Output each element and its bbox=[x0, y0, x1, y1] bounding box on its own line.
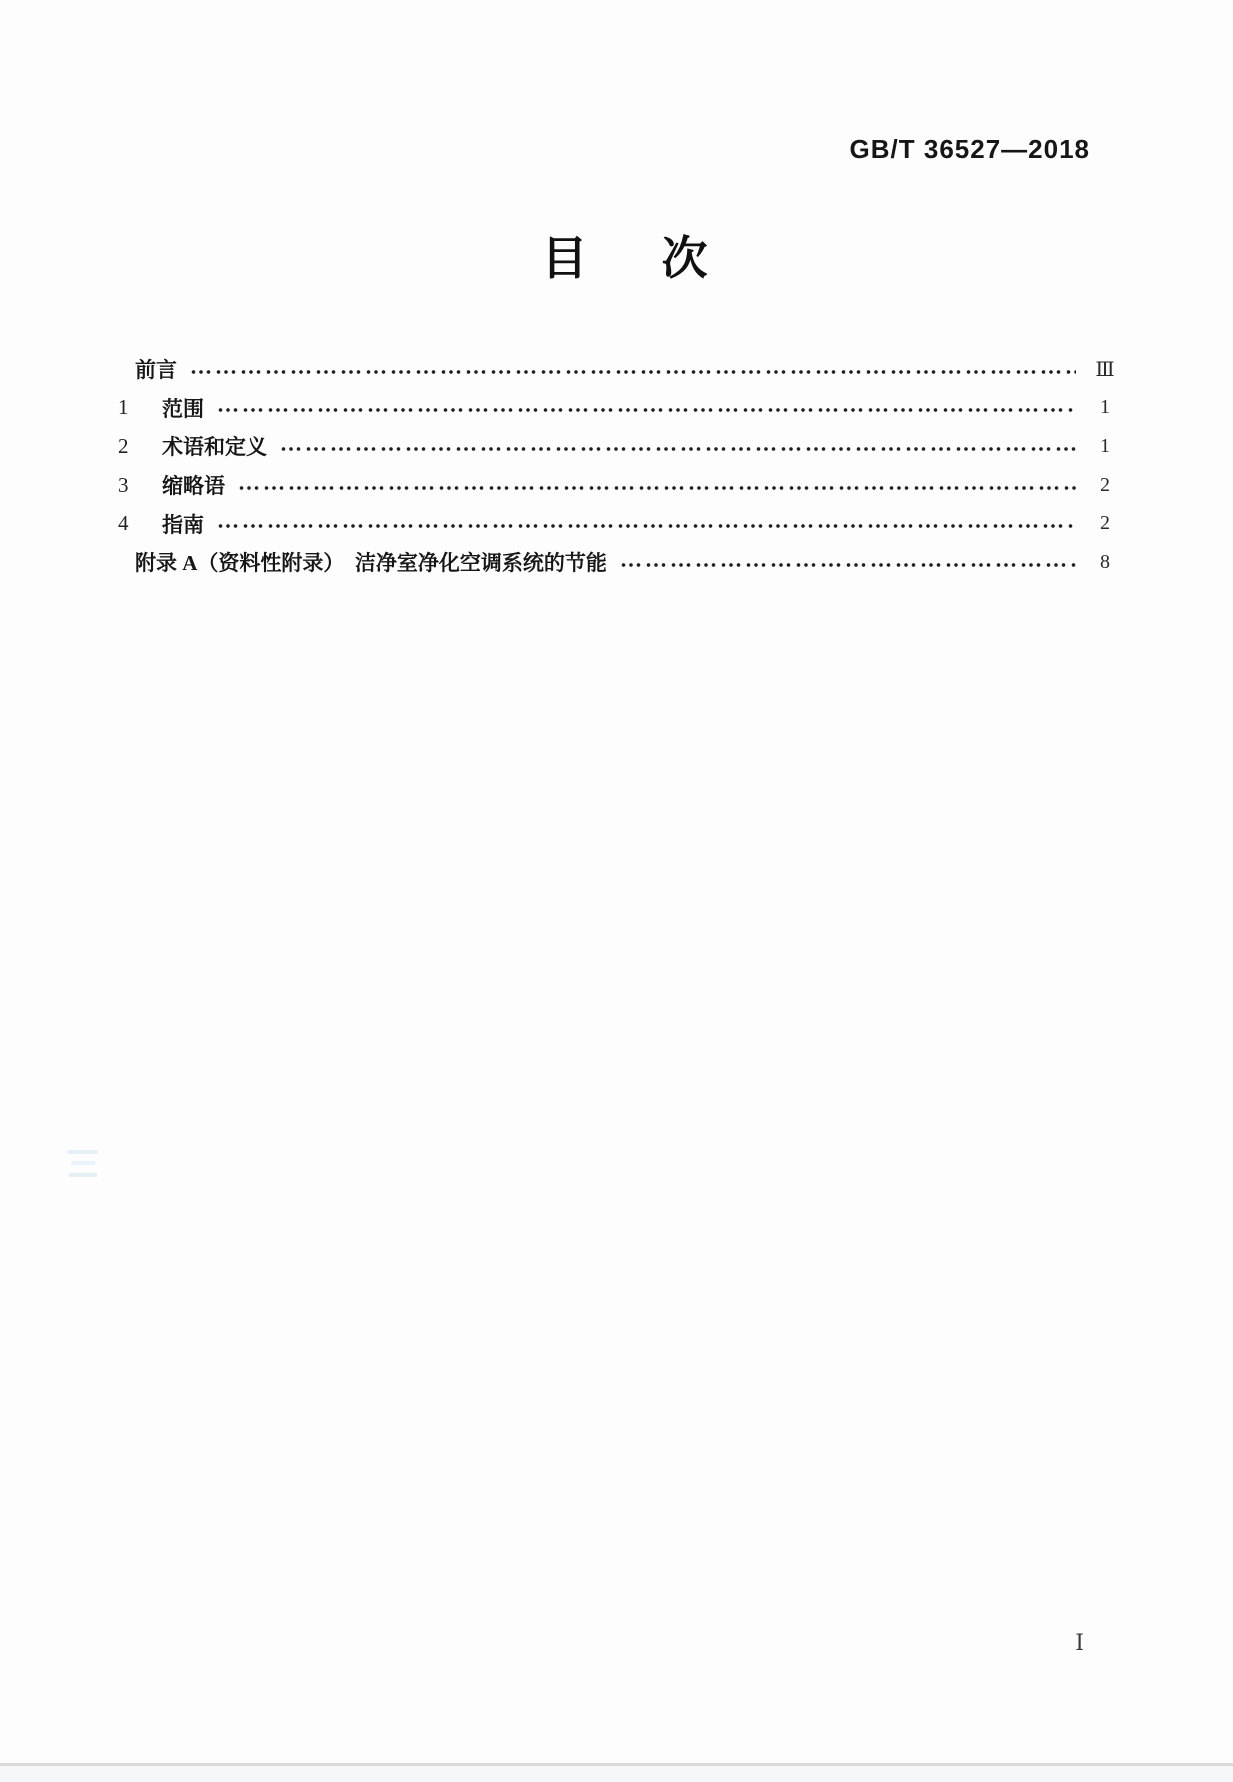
toc-item-label: 缩略语 bbox=[162, 474, 225, 499]
toc-item-page: Ⅲ bbox=[1095, 358, 1115, 381]
toc-row-foreword bbox=[118, 350, 1118, 389]
scan-edge-area bbox=[0, 1766, 1233, 1782]
toc-item-label: 指南 bbox=[162, 512, 204, 537]
dot-leader bbox=[620, 562, 1076, 568]
toc-row-abbreviations bbox=[118, 466, 1118, 505]
toc-item-label: 术语和定义 bbox=[162, 435, 267, 460]
toc-item-page: 2 bbox=[1100, 473, 1110, 496]
dot-leader bbox=[217, 407, 1076, 413]
toc-item-label: 前言 bbox=[135, 358, 177, 383]
dot-leader bbox=[190, 369, 1076, 375]
toc-item-number: 2 bbox=[118, 433, 129, 458]
toc-item-page: 1 bbox=[1100, 396, 1110, 419]
toc-item-number: 4 bbox=[118, 511, 129, 536]
toc-row-guide bbox=[118, 504, 1118, 543]
toc-item-number: 3 bbox=[118, 472, 129, 497]
toc-item-page: 8 bbox=[1100, 550, 1110, 573]
toc-item-label: 范围 bbox=[162, 396, 204, 421]
standard-number: GB/T 36527—2018 bbox=[849, 134, 1090, 164]
page-title: 目 次 bbox=[541, 232, 722, 284]
scan-artifact-smudge bbox=[68, 1148, 102, 1182]
dot-leader bbox=[217, 523, 1076, 529]
toc-row-scope bbox=[118, 389, 1118, 428]
toc-item-page: 1 bbox=[1100, 434, 1110, 457]
dot-leader bbox=[238, 485, 1076, 491]
toc-item-page: 2 bbox=[1100, 512, 1110, 535]
table-of-contents bbox=[118, 350, 1118, 582]
toc-item-number: 1 bbox=[118, 395, 129, 420]
toc-row-terms bbox=[118, 427, 1118, 466]
dot-leader bbox=[280, 446, 1076, 452]
footer-page-number: Ⅰ bbox=[1075, 1630, 1084, 1655]
toc-row-appendix-a bbox=[118, 543, 1118, 582]
toc-item-label: 附录 A（资料性附录） 洁净室净化空调系统的节能 bbox=[135, 551, 607, 576]
